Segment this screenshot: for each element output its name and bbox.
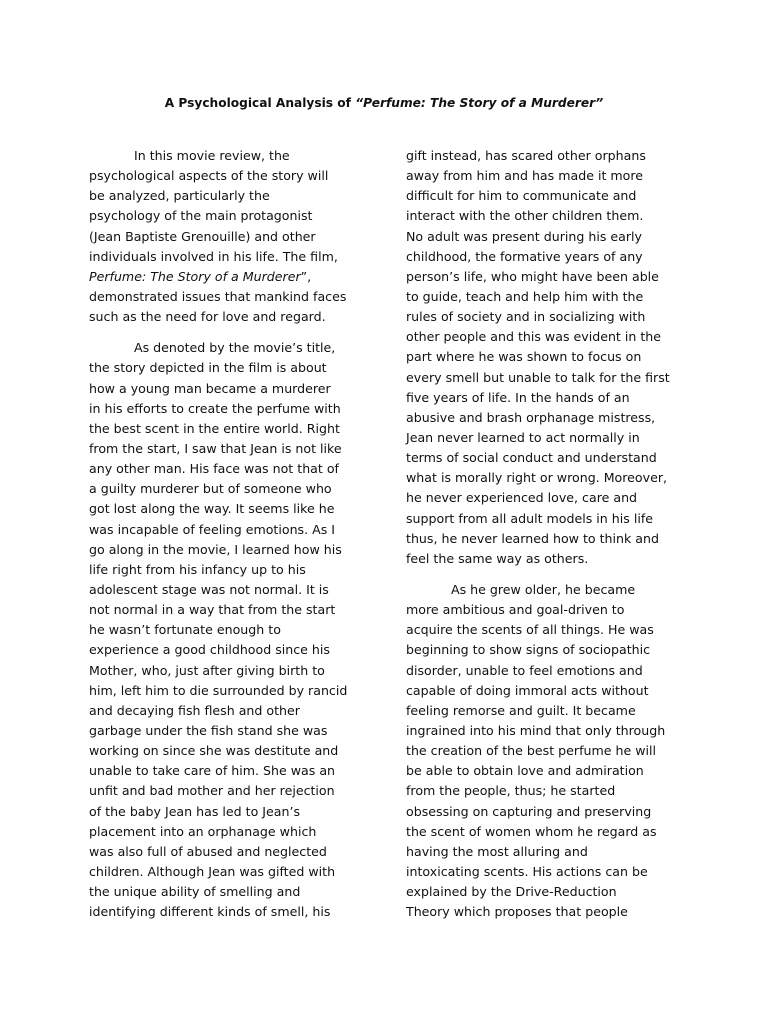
text-line: Theory which proposes that people [406, 904, 628, 920]
text-line: childhood, the formative years of any [406, 248, 643, 264]
text-line: demonstrated issues that mankind faces [89, 288, 347, 304]
text-line: to guide, teach and help him with the [406, 288, 644, 304]
text-line: in his efforts to create the perfume with [89, 400, 341, 416]
text-line: beginning to show signs of sociopathic [406, 642, 651, 658]
text-line: from the start, I saw that Jean is not like [89, 440, 342, 456]
text-line: other people and this was evident in the [406, 329, 662, 345]
text-line: intoxicating scents. His actions can be [406, 863, 648, 879]
text-line-italic-film-title [89, 267, 381, 287]
text-line: was incapable of feeling emotions. As I [89, 521, 336, 537]
text-line: rules of society and in socializing with [406, 309, 646, 325]
text-line: gift instead, has scared other orphans [406, 148, 646, 163]
text-line: children. Although Jean was gifted with [89, 863, 336, 879]
text-line: acquire the scents of all things. He was [406, 622, 654, 638]
text-line: individuals involved in his life. The film, [89, 248, 338, 264]
text-line: not normal in a way that from the start [89, 602, 336, 618]
right-paragraph-1 [406, 146, 698, 569]
title-film-name: “Perfume: The Story of a Murderer” [355, 96, 604, 110]
text-line: such as the need for love and regard. [89, 309, 326, 325]
text-line: placement into an orphanage which [89, 823, 317, 839]
text-line: every smell but unable to talk for the first [406, 369, 670, 385]
text-line: five years of life. In the hands of an [406, 389, 630, 405]
text-line: capable of doing immoral acts without [406, 682, 649, 698]
title-prefix: A Psychological Analysis of [164, 96, 356, 110]
text-line: psychological aspects of the story will [89, 168, 329, 184]
text-line: ingrained into his mind that only through [406, 722, 666, 738]
text-line: the scent of women whom he regard as [406, 823, 657, 839]
text-line: part where he was shown to focus on [406, 349, 642, 365]
text-line: Mother, who, just after giving birth to [89, 662, 325, 678]
text-line: disorder, unable to feel emotions and [406, 662, 643, 678]
text-line: Jean never learned to act normally in [406, 429, 640, 445]
text-line: a guilty murderer but of someone who [89, 481, 332, 497]
text-line: any other man. His face was not that of [89, 461, 339, 477]
text-line: No adult was present during his early [406, 228, 642, 244]
text-line: how a young man became a murderer [89, 380, 331, 396]
right-column [406, 146, 698, 922]
text-line: life right from his infancy up to his [89, 561, 306, 577]
right-paragraph-2 [406, 580, 698, 922]
text-line: from the people, thus; he started [406, 783, 616, 799]
text-line: the creation of the best perfume he will [406, 743, 657, 759]
text-line: what is morally right or wrong. Moreover, [406, 470, 668, 486]
paragraph-gap [406, 569, 698, 580]
text-line: he never experienced love, care and [406, 490, 638, 506]
text-line: be analyzed, particularly the [89, 188, 270, 204]
text-line: feeling remorse and guilt. It became [406, 702, 636, 718]
film-title-italic: Perfume: The Story of a Murderer [89, 268, 301, 284]
text-line: having the most alluring and [406, 843, 588, 859]
text-line: the story depicted in the film is about [89, 360, 327, 376]
text-line: him, left him to die surrounded by rancid [89, 682, 348, 698]
text-line: be able to obtain love and admiration [406, 763, 644, 779]
text-line: unfit and bad mother and her rejection [89, 783, 335, 799]
text-line: garbage under the fish stand she was [89, 722, 328, 738]
left-paragraph-1 [89, 146, 381, 327]
text-line: abusive and brash orphanage mistress, [406, 409, 656, 425]
text-line: obsessing on capturing and preserving [406, 803, 652, 819]
text-line: (Jean Baptiste Grenouille) and other [89, 228, 316, 244]
text-line: difficult for him to communicate and [406, 188, 637, 204]
text-line: terms of social conduct and understand [406, 450, 657, 466]
text-line: more ambitious and goal-driven to [406, 602, 625, 618]
text-line: working on since she was destitute and [89, 743, 339, 759]
text-line: In this movie review, the [134, 148, 290, 163]
text-line: As he grew older, he became [451, 581, 636, 597]
text-line: experience a good childhood since his [89, 642, 330, 658]
left-column [89, 146, 381, 922]
text-line: As denoted by the movie’s title, [134, 340, 336, 356]
text-line: the best scent in the entire world. Right [89, 420, 340, 436]
text-line: feel the same way as others. [406, 550, 589, 566]
text-line: go along in the movie, I learned how his [89, 541, 342, 557]
text-line: got lost along the way. It seems like he [89, 501, 335, 517]
text-line: of the baby Jean has led to Jean’s [89, 803, 301, 819]
text-line: unable to take care of him. She was an [89, 763, 336, 779]
left-paragraph-2 [89, 338, 381, 922]
text-line: away from him and has made it more [406, 168, 644, 184]
text-line: was also full of abused and neglected [89, 843, 327, 859]
text-line: identifying different kinds of smell, his [89, 904, 331, 920]
text-line: support from all adult models in his life [406, 510, 654, 526]
text-line: the unique ability of smelling and [89, 884, 301, 900]
text-line: psychology of the main protagonist [89, 208, 313, 224]
text-line: adolescent stage was not normal. It is [89, 581, 329, 597]
film-title-suffix: ”, [300, 268, 312, 284]
text-line: explained by the Drive-Reduction [406, 884, 617, 900]
text-line: he wasn’t fortunate enough to [89, 622, 281, 638]
paragraph-gap [89, 327, 381, 338]
text-line: and decaying fish flesh and other [89, 702, 300, 718]
text-line: interact with the other children them. [406, 208, 644, 224]
document-title [0, 93, 768, 113]
text-line: thus, he never learned how to think and [406, 530, 659, 546]
text-line: person’s life, who might have been able [406, 268, 659, 284]
